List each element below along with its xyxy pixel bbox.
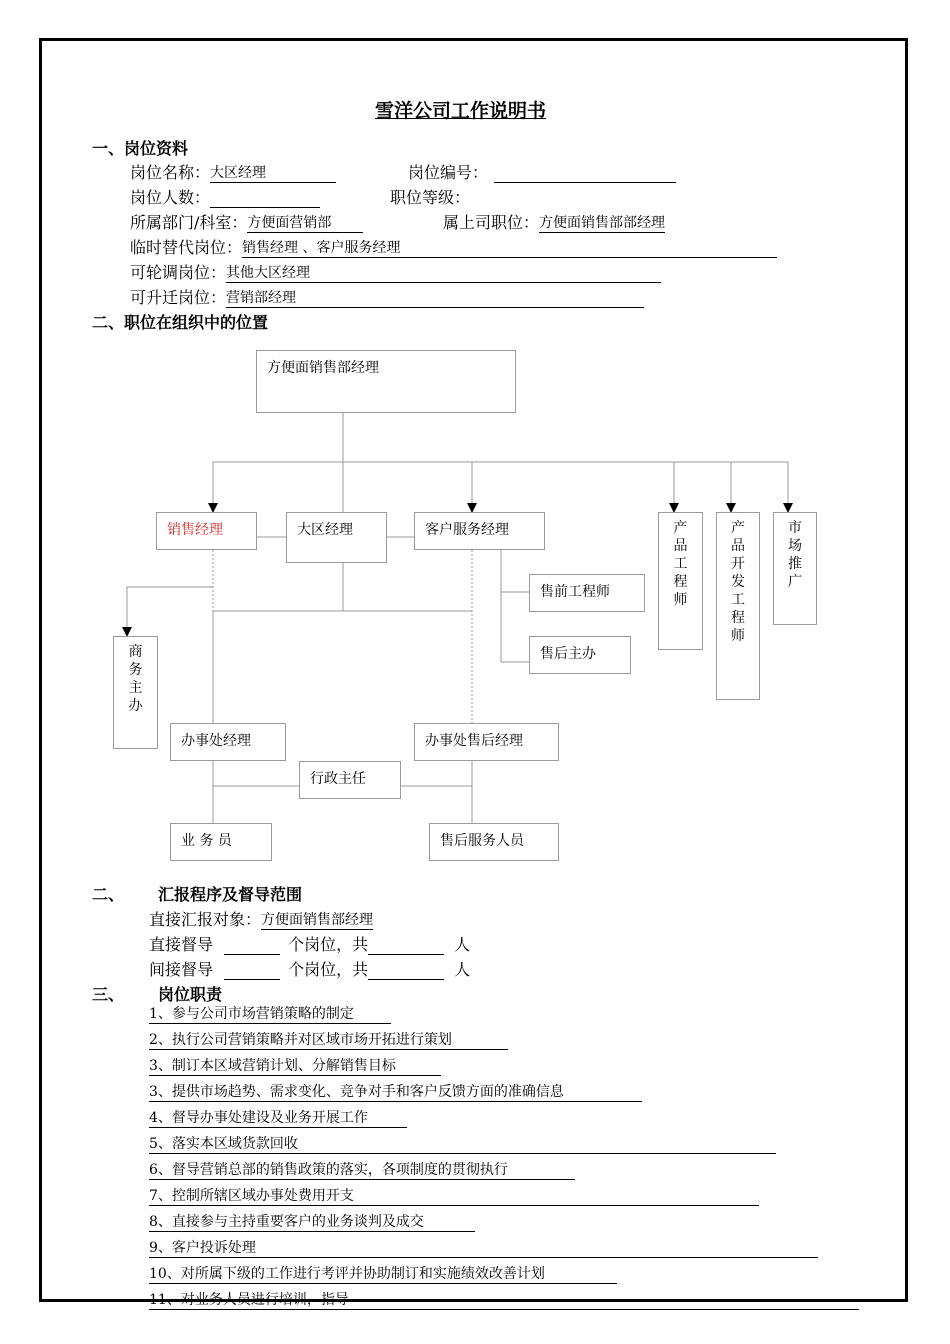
direct-count-blank bbox=[368, 938, 444, 955]
org-box-region-manager bbox=[286, 512, 387, 563]
duty-item: 11、对业务人员进行培训，指导 bbox=[149, 1291, 859, 1310]
post-name-label: 岗位名称： bbox=[130, 163, 211, 182]
superior-label: 属上司职位： bbox=[443, 213, 540, 232]
dept-label: 所属部门/科室： bbox=[130, 213, 248, 232]
org-box-business-clerk bbox=[113, 636, 158, 749]
org-region-manager-label: 大区经理 bbox=[297, 522, 353, 538]
substitute-value: 销售经理 、客户服务经理 bbox=[242, 240, 777, 258]
org-business-clerk-label: 商务主办 bbox=[128, 644, 143, 714]
indirect-posts-blank bbox=[224, 963, 280, 980]
duty-list bbox=[149, 1005, 859, 1310]
duty-item: 3、提供市场趋势、需求变化、竞争对手和客户反馈方面的准确信息 bbox=[149, 1083, 642, 1102]
section2-heading: 二、职位在组织中的位置 bbox=[92, 313, 269, 332]
org-box-salesman bbox=[170, 823, 272, 861]
duty-item: 7、控制所辖区域办事处费用开支 bbox=[149, 1187, 759, 1206]
direct-posts-text: 个岗位，共 bbox=[288, 935, 369, 954]
org-box-cs-manager bbox=[414, 512, 545, 550]
report-label: 直接汇报对象： bbox=[149, 910, 262, 929]
org-box-market-promo bbox=[773, 512, 817, 625]
substitute-label: 临时替代岗位： bbox=[130, 238, 243, 257]
org-office-manager-label: 办事处经理 bbox=[181, 733, 251, 749]
duty-item: 5、落实本区域货款回收 bbox=[149, 1135, 776, 1154]
org-office-aftersales-manager-label: 办事处售后经理 bbox=[425, 733, 523, 749]
org-salesman-label: 业 务 员 bbox=[181, 833, 232, 849]
promotion-label: 可升迁岗位： bbox=[130, 288, 227, 307]
org-aftersales-staff-label: 售后服务人员 bbox=[440, 833, 524, 849]
direct-supervision-row bbox=[149, 932, 470, 955]
org-presales-engineer-label: 售前工程师 bbox=[540, 584, 610, 600]
superior-value: 方便面销售部部经理 bbox=[539, 215, 666, 231]
indirect-count-blank bbox=[368, 963, 444, 980]
direct-posts-blank bbox=[224, 938, 280, 955]
direct-label: 直接督导 bbox=[149, 935, 214, 954]
org-box-aftersales-supervisor bbox=[529, 636, 631, 674]
org-box-office-aftersales-manager bbox=[414, 723, 559, 761]
org-box-presales-engineer bbox=[529, 574, 645, 612]
indirect-posts-text: 个岗位，共 bbox=[288, 960, 369, 979]
section4-heading: 岗位职责 bbox=[158, 985, 223, 1004]
duty-item: 1、参与公司市场营销策略的制定 bbox=[149, 1005, 391, 1024]
org-box-admin-head bbox=[299, 761, 401, 799]
section1-heading: 一、岗位资料 bbox=[92, 139, 189, 158]
section3-heading: 汇报程序及督导范围 bbox=[158, 885, 303, 904]
org-box-aftersales-staff bbox=[429, 823, 559, 861]
org-product-engineer-label: 产品工程师 bbox=[673, 520, 688, 608]
org-top-label: 方便面销售部经理 bbox=[267, 360, 379, 376]
duty-item: 2、执行公司营销策略并对区域市场开拓进行策划 bbox=[149, 1031, 508, 1050]
org-box-top bbox=[256, 350, 516, 413]
duty-item: 9、客户投诉处理 bbox=[149, 1239, 818, 1258]
org-market-promo-label: 市场推广 bbox=[788, 520, 802, 590]
org-box-product-dev-engineer bbox=[716, 512, 760, 700]
page-title: 雪洋公司工作说明书 bbox=[375, 100, 547, 122]
grade-label: 职位等级： bbox=[390, 188, 471, 207]
org-box-office-manager bbox=[170, 723, 286, 761]
section4-num: 三、 bbox=[92, 985, 125, 1004]
org-cs-manager-label: 客户服务经理 bbox=[425, 522, 509, 538]
post-name-value: 大区经理 bbox=[210, 165, 336, 183]
indirect-person-unit: 人 bbox=[454, 960, 471, 979]
report-value: 方便面销售部经理 bbox=[261, 912, 374, 928]
promotion-value: 营销部经理 bbox=[226, 290, 644, 308]
section3-num: 二、 bbox=[92, 885, 125, 904]
report-row bbox=[149, 907, 373, 930]
org-box-sales-manager bbox=[156, 512, 257, 550]
indirect-supervision-row bbox=[149, 957, 470, 980]
rotation-value: 其他大区经理 bbox=[226, 265, 661, 283]
duty-item: 8、直接参与主持重要客户的业务谈判及成交 bbox=[149, 1213, 475, 1232]
org-product-dev-engineer-label: 产品开发工程师 bbox=[731, 520, 745, 644]
duty-item: 10、对所属下级的工作进行考评并协助制订和实施绩效改善计划 bbox=[149, 1265, 617, 1284]
rotation-label: 可轮调岗位： bbox=[130, 263, 227, 282]
direct-person-unit: 人 bbox=[454, 935, 471, 954]
org-admin-head-label: 行政主任 bbox=[310, 771, 366, 787]
org-aftersales-supervisor-label: 售后主办 bbox=[540, 646, 596, 662]
indirect-label: 间接督导 bbox=[149, 960, 214, 979]
headcount-label: 岗位人数： bbox=[130, 188, 211, 207]
org-box-product-engineer bbox=[658, 512, 703, 650]
duty-item: 4、督导办事处建设及业务开展工作 bbox=[149, 1109, 407, 1128]
post-no-label: 岗位编号： bbox=[408, 163, 489, 182]
duty-item: 3、制订本区域营销计划、分解销售目标 bbox=[149, 1057, 441, 1076]
duty-item: 6、督导营销总部的销售政策的落实，各项制度的贯彻执行 bbox=[149, 1161, 575, 1180]
org-sales-manager-label: 销售经理 bbox=[167, 522, 223, 538]
dept-value: 方便面营销部 bbox=[247, 215, 363, 233]
